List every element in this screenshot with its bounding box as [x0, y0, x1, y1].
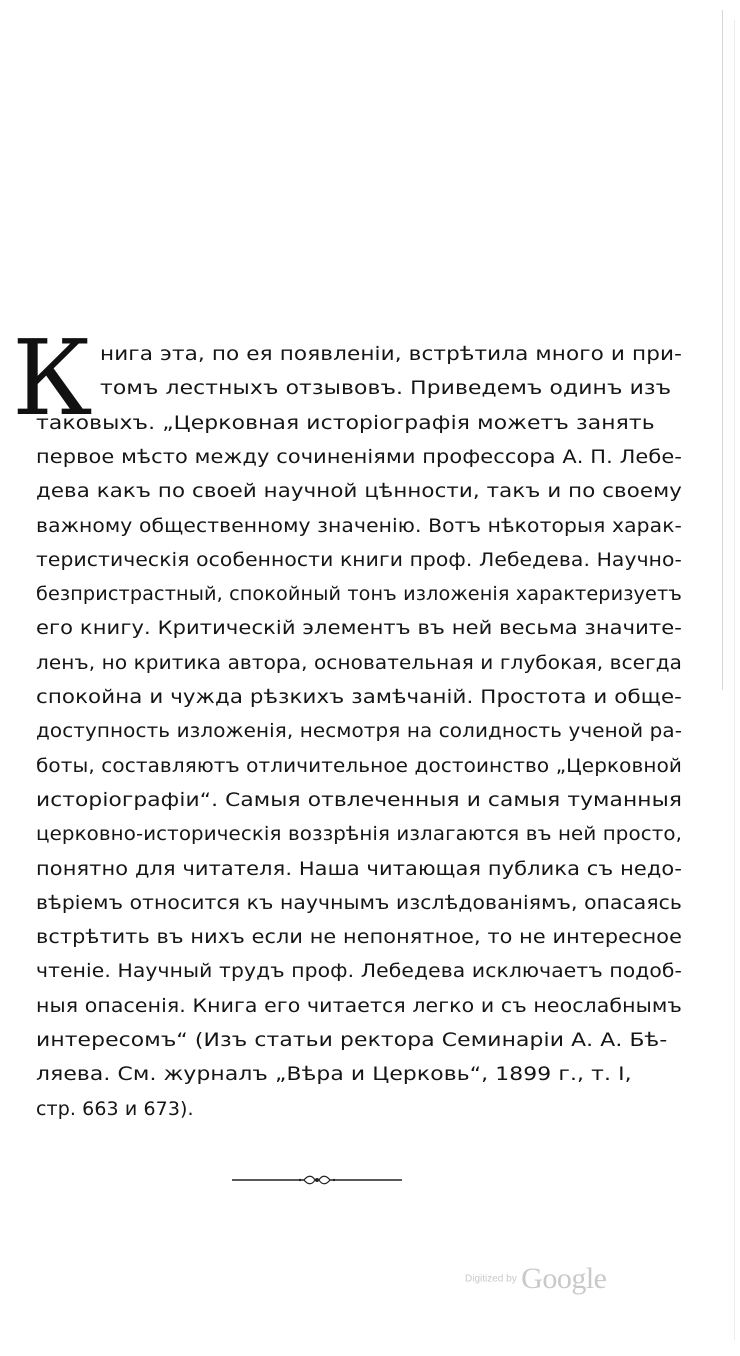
- ornament-divider: [232, 1172, 402, 1188]
- text-line: чтеніе. Научный трудъ проф. Лебедева исключаетъ подоб-: [36, 960, 682, 982]
- text-line: понятно для читателя. Наша читающая публика съ недо-: [36, 858, 682, 880]
- text-line: доступность изложенія, несмотря на солидность ученой ра-: [36, 720, 682, 742]
- text-line: боты, составляютъ отличительное достоинство „Церковной: [36, 755, 682, 777]
- text-line: безпристрастный, спокойный тонъ изложенія характеризуетъ: [36, 583, 682, 605]
- text-line: его книгу. Критическій элементъ въ ней весьма значите-: [36, 617, 682, 639]
- text-line: первое мѣсто между сочиненіями профессора А. П. Лебе-: [36, 446, 682, 468]
- text-line: встрѣтить въ нихъ если не непонятное, то не интересное: [36, 926, 682, 948]
- text-line: вѣріемъ относится къ научнымъ изслѣдованіямъ, опасаясь: [36, 892, 682, 914]
- page-edge-line: [722, 10, 723, 690]
- text-line: нига эта, по ея появленіи, встрѣтила много и при-: [100, 343, 682, 365]
- text-line: интересомъ“ (Изъ статьи ректора Семинаріи А. А. Бѣ-: [36, 1029, 668, 1051]
- text-line: ляева. См. журналъ „Вѣра и Церковь“, 1899 г., т. I,: [36, 1063, 632, 1085]
- text-line: дева какъ по своей научной цѣнности, такъ и по своему: [36, 480, 682, 502]
- page-edge-line-outer: [734, 20, 735, 1340]
- text-line: томъ лестныхъ отзывовъ. Приведемъ одинъ изъ: [100, 377, 672, 399]
- text-line: церковно-историческія воззрѣнія излагаются въ ней просто,: [36, 823, 682, 845]
- text-line: ныя опасенія. Книга его читается легко и съ неослабнымъ: [36, 995, 682, 1017]
- text-line: таковыхъ. „Церковная исторіографія можетъ занять: [36, 412, 655, 434]
- drop-cap-letter: К: [12, 317, 93, 439]
- watermark-brand: Google: [521, 1262, 607, 1295]
- text-line: теристическія особенности книги проф. Лебедева. Научно-: [36, 549, 682, 571]
- watermark-prefix: Digitized by: [465, 1273, 517, 1285]
- text-line: исторіографіи“. Самыя отвлеченныя и самыя туманныя: [36, 789, 682, 811]
- digitized-by-google-watermark: [465, 1262, 606, 1296]
- text-line: важному общественному значенію. Вотъ нѣкоторыя харак-: [36, 515, 683, 537]
- text-line: спокойна и чужда рѣзкихъ замѣчаній. Простота и обще-: [36, 686, 682, 708]
- text-line: стр. 663 и 673).: [36, 1098, 194, 1120]
- text-line: ленъ, но критика автора, основательная и глубокая, всегда: [36, 652, 682, 674]
